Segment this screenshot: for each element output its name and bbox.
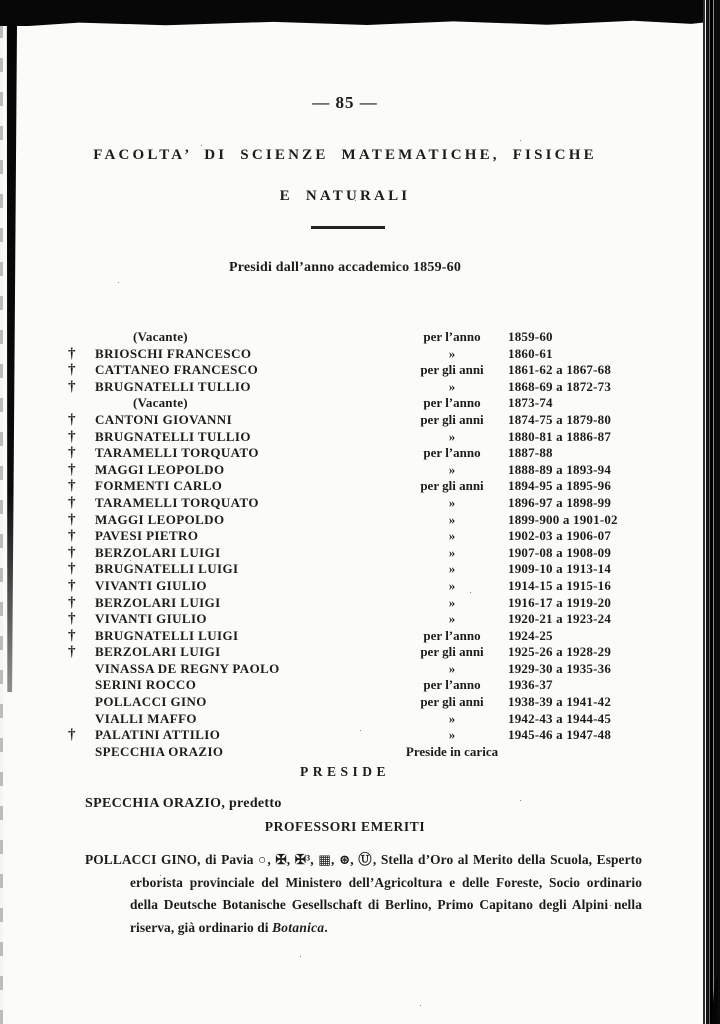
presidi-row-years: 1929-30 a 1935-36 <box>508 660 612 676</box>
presidi-row-term: » <box>448 727 456 743</box>
presidi-row-years: 1920-21 a 1923-24 <box>508 611 612 627</box>
presidi-row-name: BRIOSCHI FRANCESCO <box>95 345 252 361</box>
presidi-row-name: VIVANTI GIULIO <box>95 611 207 627</box>
emeriti-entry-name: POLLACCI GINO <box>85 852 198 867</box>
presidi-row-years: 1861-62 a 1867-68 <box>508 362 612 378</box>
presidi-row <box>50 628 640 645</box>
presidi-row <box>50 545 640 562</box>
page-number: — 85 — <box>312 93 378 112</box>
scan-right-edge <box>702 0 720 1024</box>
presidi-row <box>50 694 640 711</box>
presidi-row-name: BRUGNATELLI TULLIO <box>95 378 251 394</box>
presidi-row <box>50 412 640 429</box>
presidi-row <box>50 445 640 462</box>
presidi-row-term: » <box>448 577 456 593</box>
presidi-row <box>50 595 640 612</box>
presidi-row <box>50 495 640 512</box>
presidi-row-name: VIVANTI GIULIO <box>95 577 207 593</box>
presidi-row-years: 1880-81 a 1886-87 <box>508 428 612 444</box>
presidi-row <box>50 362 640 379</box>
presidi-row-name: VINASSA DE REGNY PAOLO <box>95 660 280 676</box>
presidi-row-name: FORMENTI CARLO <box>95 478 223 494</box>
presidi-row-term: » <box>448 710 456 726</box>
presidi-row-years: 1888-89 a 1893-94 <box>508 461 612 477</box>
presidi-row-name: SERINI ROCCO <box>95 677 197 693</box>
presidi-row-years: 1887-88 <box>508 445 553 461</box>
preside-heading: PRESIDE <box>299 764 390 779</box>
emeriti-heading: PROFESSORI EMERITI <box>264 819 426 834</box>
presidi-row-years: 1868-69 a 1872-73 <box>508 378 612 394</box>
presidi-row-years: 1942-43 a 1944-45 <box>508 710 612 726</box>
presidi-row-term: » <box>448 494 456 510</box>
presidi-row-name: (Vacante) <box>133 329 188 344</box>
presidi-row-term: » <box>448 528 456 544</box>
deceased-dagger-icon: † <box>68 461 76 478</box>
deceased-dagger-icon: † <box>68 627 76 644</box>
presidi-row-term: » <box>448 561 456 577</box>
presidi-row <box>50 744 640 761</box>
presidi-row-name: PALATINI ATTILIO <box>95 727 221 743</box>
presidi-row-name: POLLACCI GINO <box>95 694 207 710</box>
presidi-row-term: » <box>448 345 456 361</box>
deceased-dagger-icon: † <box>68 727 76 744</box>
title-rule <box>311 226 385 229</box>
presidi-row-term: per l’anno <box>423 395 481 411</box>
presidi-row-term: Preside in carica <box>405 743 499 759</box>
presidi-row-term: » <box>448 660 456 676</box>
presidi-row-years: 1925-26 a 1928-29 <box>508 644 612 660</box>
presidi-row-name: BERZOLARI LUIGI <box>95 644 221 660</box>
presidi-row-name: VIALLI MAFFO <box>95 710 197 726</box>
presidi-row <box>50 661 640 678</box>
presidi-row-years: 1860-61 <box>508 345 553 361</box>
scan-noise-specks-light <box>0 0 1 1</box>
presidi-row <box>50 346 640 363</box>
presidi-row <box>50 711 640 728</box>
presidi-row-term: » <box>448 428 456 444</box>
presidi-row-term: per gli anni <box>420 644 484 660</box>
presidi-row-years: 1874-75 a 1879-80 <box>508 411 612 427</box>
presidi-row-name: BRUGNATELLI TULLIO <box>95 428 251 444</box>
presidi-row-term: » <box>448 594 456 610</box>
deceased-dagger-icon: † <box>68 428 76 445</box>
emeriti-entry-end: . <box>324 919 328 935</box>
presidi-row-years: 1902-03 a 1906-07 <box>508 528 612 544</box>
presidi-row-term: per l’anno <box>423 445 481 461</box>
presidi-row-name: BERZOLARI LUIGI <box>95 594 221 610</box>
presidi-row-name: SPECCHIA ORAZIO <box>95 743 224 759</box>
preside-incumbent: SPECCHIA ORAZIO, predetto <box>85 796 282 811</box>
presidi-row-years: 1916-17 a 1919-20 <box>508 594 612 610</box>
faculty-title-line2: E NATURALI <box>279 188 411 204</box>
deceased-dagger-icon: † <box>68 544 76 561</box>
deceased-dagger-icon: † <box>68 594 76 611</box>
emeriti-entry-italic: Botanica <box>272 919 325 935</box>
presidi-row-name: BRUGNATELLI LUIGI <box>95 561 239 577</box>
presidi-row-term: » <box>448 378 456 394</box>
presidi-row <box>50 677 640 694</box>
deceased-dagger-icon: † <box>68 362 76 379</box>
presidi-row-name: (Vacante) <box>133 395 188 411</box>
presidi-row <box>50 429 640 446</box>
presidi-list <box>50 329 640 760</box>
deceased-dagger-icon: † <box>68 378 76 395</box>
presidi-row-name: PAVESI PIETRO <box>95 528 199 544</box>
presidi-row-term: per l’anno <box>423 329 481 344</box>
scan-top-edge <box>0 0 720 26</box>
presidi-row-name: TARAMELLI TORQUATO <box>95 494 259 510</box>
presidi-row-term: per gli anni <box>420 694 484 710</box>
presidi-row-years: 1909-10 a 1913-14 <box>508 561 612 577</box>
presidi-row-term: per l’anno <box>423 677 481 693</box>
presidi-row <box>50 379 640 396</box>
presidi-row-years: 1914-15 a 1915-16 <box>508 577 612 593</box>
deceased-dagger-icon: † <box>68 478 76 495</box>
presidi-row-term: » <box>448 511 456 527</box>
presidi-row-term: per gli anni <box>420 362 484 378</box>
deceased-dagger-icon: † <box>68 411 76 428</box>
deceased-dagger-icon: † <box>68 611 76 628</box>
presidi-row-years: 1938-39 a 1941-42 <box>508 694 612 710</box>
presidi-row-name: BRUGNATELLI LUIGI <box>95 627 239 643</box>
deceased-dagger-icon: † <box>68 577 76 594</box>
presidi-row <box>50 329 640 346</box>
emeriti-paragraph <box>85 849 642 939</box>
presidi-row-term: per gli anni <box>420 478 484 494</box>
presidi-row <box>50 644 640 661</box>
presidi-row <box>50 512 640 529</box>
presidi-row-years: 1896-97 a 1898-99 <box>508 494 612 510</box>
presidi-row <box>50 727 640 744</box>
presidi-row-years: 1859-60 <box>508 329 553 344</box>
presidi-row-years: 1907-08 a 1908-09 <box>508 544 612 560</box>
deceased-dagger-icon: † <box>68 561 76 578</box>
presidi-row-name: MAGGI LEOPOLDO <box>95 461 225 477</box>
deceased-dagger-icon: † <box>68 528 76 545</box>
presidi-row-term: » <box>448 611 456 627</box>
presidi-row <box>50 578 640 595</box>
deceased-dagger-icon: † <box>68 644 76 661</box>
presidi-row-term: per l’anno <box>423 627 481 643</box>
presidi-row-years: 1894-95 a 1895-96 <box>508 478 612 494</box>
presidi-row <box>50 561 640 578</box>
presidi-row <box>50 462 640 479</box>
presidi-row-term: » <box>448 461 456 477</box>
presidi-row-name: MAGGI LEOPOLDO <box>95 511 225 527</box>
presidi-subtitle: Presidi dall’anno accademico 1859-60 <box>228 260 462 275</box>
deceased-dagger-icon: † <box>68 345 76 362</box>
presidi-row-years: 1924-25 <box>508 627 553 643</box>
presidi-row-name: TARAMELLI TORQUATO <box>95 445 259 461</box>
presidi-row <box>50 395 640 412</box>
deceased-dagger-icon: † <box>68 445 76 462</box>
presidi-row-years: 1873-74 <box>508 395 553 411</box>
presidi-row-term: per gli anni <box>420 411 484 427</box>
presidi-row-years: 1945-46 a 1947-48 <box>508 727 612 743</box>
faculty-title-line1: FACOLTA’ DI SCIENZE MATEMATICHE, FISICHE <box>93 147 597 163</box>
scan-left-hairline <box>0 24 3 1024</box>
deceased-dagger-icon: † <box>68 511 76 528</box>
presidi-row-years: 1936-37 <box>508 677 553 693</box>
presidi-row-name: CANTONI GIOVANNI <box>95 411 233 427</box>
scan-left-edge <box>6 24 17 692</box>
presidi-row-name: BERZOLARI LUIGI <box>95 544 221 560</box>
presidi-row <box>50 528 640 545</box>
presidi-row-name: CATTANEO FRANCESCO <box>95 362 259 378</box>
presidi-row-years: 1899-900 a 1901-02 <box>508 511 618 527</box>
presidi-row <box>50 611 640 628</box>
presidi-row-term: » <box>448 544 456 560</box>
emeriti-entry-body: , di Pavia ○, ✠, ✠³, ▦, ⊛, Ⓤ, Stella d’Oro al Merito della Scuola, Esperto erborista provinciale del Ministero dell’Agricoltura e delle Foreste, Socio ordinario della Deutsche Botanische Gesellschaft di Berlino, Primo Capitano degli Alpini nella riserva, già ordinario di <box>130 852 642 935</box>
deceased-dagger-icon: † <box>68 494 76 511</box>
presidi-row <box>50 478 640 495</box>
